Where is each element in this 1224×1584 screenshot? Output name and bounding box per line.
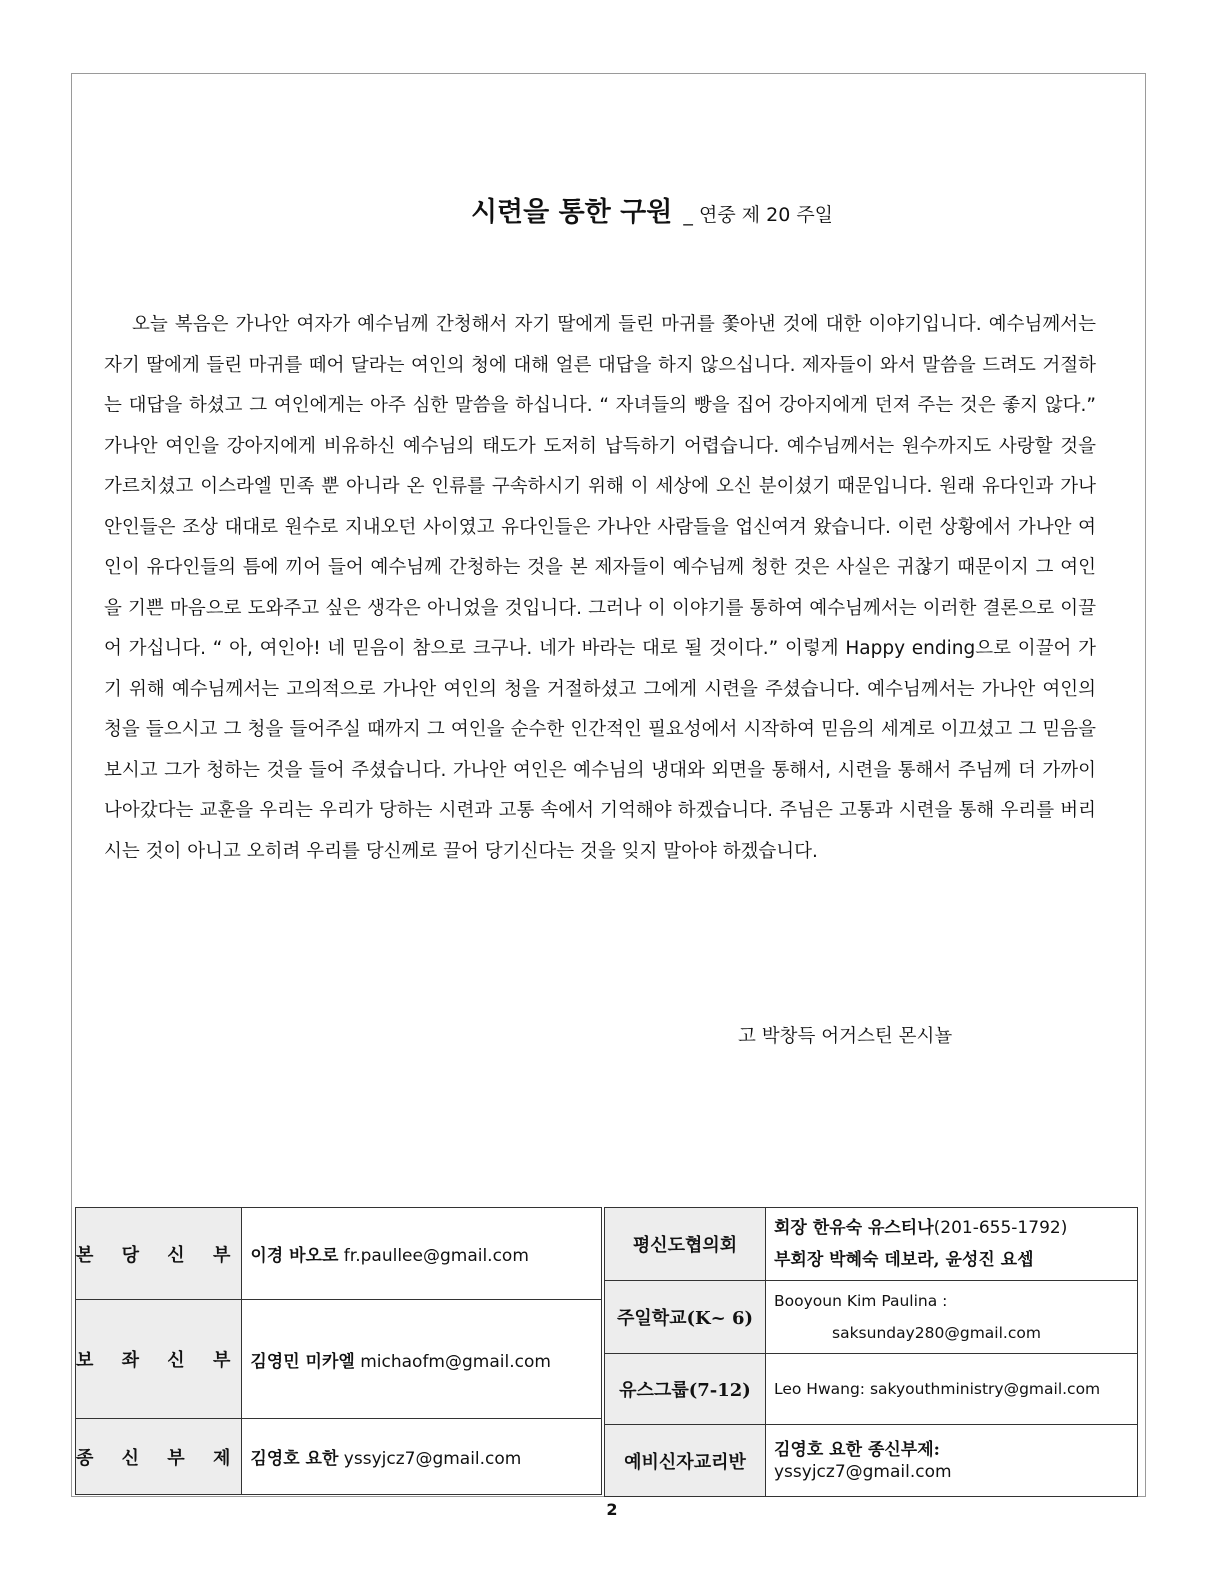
role-label: 예비신자교리반: [605, 1425, 766, 1497]
table-row: [605, 1354, 1138, 1425]
ministry-table: [604, 1207, 1138, 1497]
role-label: 평신도협의회: [605, 1208, 766, 1281]
staff-name: 회장 한유숙 유스티나: [774, 1218, 934, 1238]
staff-email[interactable]: sakyouthministry@gmail.com: [869, 1380, 1101, 1398]
staff-name: , 윤성진 요셉: [933, 1250, 1034, 1270]
role-label: 유스그룹(7-12): [605, 1354, 766, 1425]
staff-info: [766, 1425, 1138, 1497]
table-row: [76, 1208, 602, 1300]
staff-info: [766, 1281, 1138, 1354]
staff-name: 김영호 요한 종신부제:: [774, 1439, 940, 1460]
role-label: 주일학교(K~ 6): [605, 1281, 766, 1354]
table-row: [605, 1425, 1138, 1497]
staff-name: 김영호 요한: [250, 1449, 339, 1469]
staff-email[interactable]: michaofm@gmail.com: [360, 1351, 551, 1372]
staff-email[interactable]: saksunday280@gmail.com: [832, 1324, 1041, 1342]
staff-email[interactable]: yssyjcz7@gmail.com: [774, 1461, 952, 1482]
table-row: [605, 1281, 1138, 1354]
staff-name: Leo Hwang:: [774, 1380, 866, 1398]
table-row: [76, 1300, 602, 1419]
staff-name: Booyoun Kim Paulina :: [774, 1292, 948, 1310]
staff-email[interactable]: yssyjcz7@gmail.com: [343, 1449, 522, 1469]
table-row: [76, 1419, 602, 1495]
title-sub: _ 연중 제 20 주일: [683, 204, 834, 226]
page-title: [0, 190, 1224, 229]
staff-name: 이경 바오로: [250, 1246, 339, 1266]
role-label: 종 신 부 제: [76, 1419, 242, 1495]
staff-info: [242, 1208, 602, 1300]
staff-name: 부회장 박혜숙 데보라: [774, 1250, 934, 1270]
clergy-table: [75, 1207, 602, 1495]
homily-paragraph: 오늘 복음은 가나안 여자가 예수님께 간청해서 자기 딸에게 들린 마귀를 쫓아낸 것에 대한 이야기입니다. 예수님께서는 자기 딸에게 들린 마귀를 떼어 달라는 여인의 청에 대해 얼른 대답을 하지 않으십니다. 제자들이 와서 말씀을 드려도 거절하는 대답을 하셨고 그 여인에게는 아주 심한 말씀을 하십니다. “ 자녀들의 빵을 집어 강아지에게 던져 주는 것은 좋지 않다.” 가나안 여인을 강아지에게 비유하신 예수님의 태도가 도저히 납득하기 어렵습니다. 예수님께서는 원수까지도 사랑할 것을 가르치셨고 이스라엘 민족 뿐 아니라 온 인류를 구속하시기 위해 이 세상에 오신 분이셨기 때문입니다. 원래 유다인과 가나안인들은 조상 대대로 원수로 지내오던 사이였고 유다인들은 가나안 사람들을 업신여겨 왔습니다. 이런 상황에서 가나안 여인이 유다인들의 틈에 끼어 들어 예수님께 간청하는 것을 본 제자들이 예수님께 청한 것은 사실은 귀찮기 때문이지 그 여인을 기쁜 마음으로 도와주고 싶은 생각은 아니었을 것입니다. 그러나 이 이야기를 통하여 예수님께서는 이러한 결론으로 이끌어 가십니다. “ 아, 여인아! 네 믿음이 참으로 크구나. 네가 바라는 대로 될 것이다.” 이렇게 Happy ending으로 이끌어 가기 위해 예수님께서는 고의적으로 가나안 여인의 청을 거절하셨고 그에게 시련을 주셨습니다. 예수님께서는 가나안 여인의 청을 들으시고 그 청을 들어주실 때까지 그 여인을 순수한 인간적인 필요성에서 시작하여 믿음의 세계로 이끄셨고 그 믿음을 보시고 그가 청하는 것을 들어 주셨습니다. 가나안 여인은 예수님의 냉대와 외면을 통해서, 시련을 통해서 주님께 더 가까이 나아갔다는 교훈을 우리는 우리가 당하는 시련과 고통 속에서 기억해야 하겠습니다. 주님은 고통과 시련을 통해 우리를 버리시는 것이 아니고 오히려 우리를 당신께로 끌어 당기신다는 것을 잊지 말아야 하겠습니다.: [104, 314, 1096, 862]
homily-text: [104, 305, 1096, 872]
role-label: 본 당 신 부: [76, 1208, 242, 1300]
staff-name: 김영민 미카엘: [250, 1351, 355, 1372]
staff-info: [242, 1419, 602, 1495]
staff-info: [766, 1208, 1138, 1281]
staff-phone: (201-655-1792): [933, 1218, 1068, 1238]
staff-email[interactable]: fr.paullee@gmail.com: [343, 1246, 529, 1266]
page-number: 2: [606, 1500, 618, 1519]
staff-info: [766, 1354, 1138, 1425]
staff-info: [242, 1300, 602, 1419]
role-label: 보 좌 신 부: [76, 1300, 242, 1419]
author: 고 박창득 어거스틴 몬시뇰: [738, 1026, 953, 1047]
title-main: 시련을 통한 구원: [470, 197, 673, 228]
table-row: [605, 1208, 1138, 1281]
